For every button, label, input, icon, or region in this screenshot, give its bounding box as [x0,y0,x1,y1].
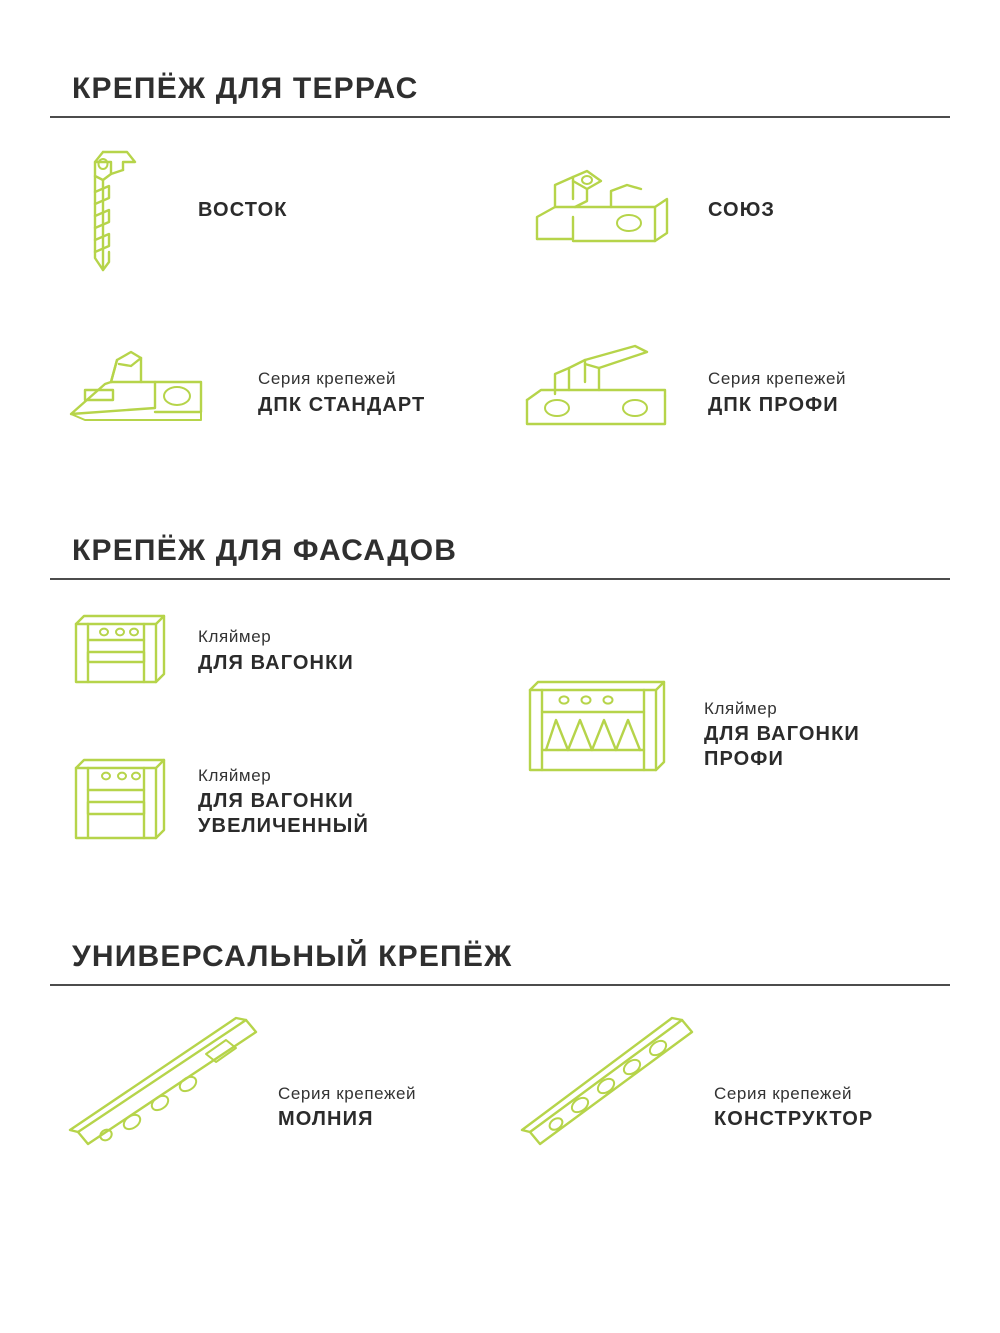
item-klyaymer-vagonka-profi[interactable] [500,606,950,852]
item-dpk-standart[interactable] [50,338,500,448]
item-title: ВОСТОК [198,198,288,221]
clip-soyuz-icon [510,155,690,265]
item-klyaymer-vagonka-uvelichennyy[interactable] [50,752,500,852]
item-vostok[interactable] [50,140,500,280]
terrace-row-1 [50,140,950,280]
item-labels [278,1083,416,1132]
section-title-terraces: КРЕПЁЖ ДЛЯ ТЕРРАС [72,72,419,105]
item-labels [198,626,354,675]
rail-konstruktor-icon [506,1004,696,1154]
terrace-row-2 [50,338,950,448]
section-terraces [50,0,950,448]
item-title: ДПК ПРОФИ [708,393,839,416]
item-soyuz[interactable] [500,140,950,280]
section-facades [50,448,950,852]
section-divider [50,578,950,580]
section-divider [50,984,950,986]
item-labels [198,765,369,839]
item-labels [708,198,775,223]
klyaymer-vagonka-uvelichennyy-icon [50,752,180,852]
item-konstruktor[interactable] [500,1004,950,1154]
item-title: МОЛНИЯ [278,1108,374,1130]
item-title: СОЮЗ [708,198,776,221]
item-subtitle: Серия крепежей [714,1083,853,1103]
item-labels [708,368,846,417]
item-title: КОНСТРУКТОР [714,1108,874,1130]
item-dpk-profi[interactable] [500,338,950,448]
klyaymer-vagonka-icon [50,606,180,696]
item-title: ДЛЯ ВАГОНКИ [198,651,354,674]
item-labels [198,198,288,223]
clip-dpk-standart-icon [50,338,240,448]
item-klyaymer-vagonka[interactable] [50,606,500,696]
item-title-line2: УВЕЛИЧЕННЫЙ [198,815,369,838]
item-subtitle: Серия крепежей [258,369,397,389]
rail-molniya-icon [50,1004,260,1154]
section-title-universal: УНИВЕРСАЛЬНЫЙ КРЕПЁЖ [72,940,513,973]
item-subtitle: Серия крепежей [708,369,847,389]
item-title-line1: ДЛЯ ВАГОНКИ [704,723,860,746]
item-title: ДПК СТАНДАРТ [258,393,426,416]
klyaymer-vagonka-profi-icon [506,676,686,786]
item-subtitle: Кляймер [704,699,778,718]
clip-vostok-icon [50,140,180,280]
clip-dpk-profi-icon [510,338,690,448]
item-molniya[interactable] [50,1004,500,1154]
item-subtitle: Кляймер [198,627,272,647]
item-subtitle: Серия крепежей [278,1083,417,1103]
item-labels [704,698,860,772]
item-subtitle: Кляймер [198,765,272,785]
item-labels [258,368,425,417]
facade-left-column [50,606,500,852]
item-title-line2: ПРОФИ [704,748,784,771]
item-labels [714,1083,873,1132]
section-divider [50,116,950,118]
item-title-line1: ДЛЯ ВАГОНКИ [198,790,354,813]
facade-row [50,606,950,852]
section-universal [50,852,950,1154]
section-title-facades: КРЕПЁЖ ДЛЯ ФАСАДОВ [72,534,458,567]
universal-row [50,1004,950,1154]
